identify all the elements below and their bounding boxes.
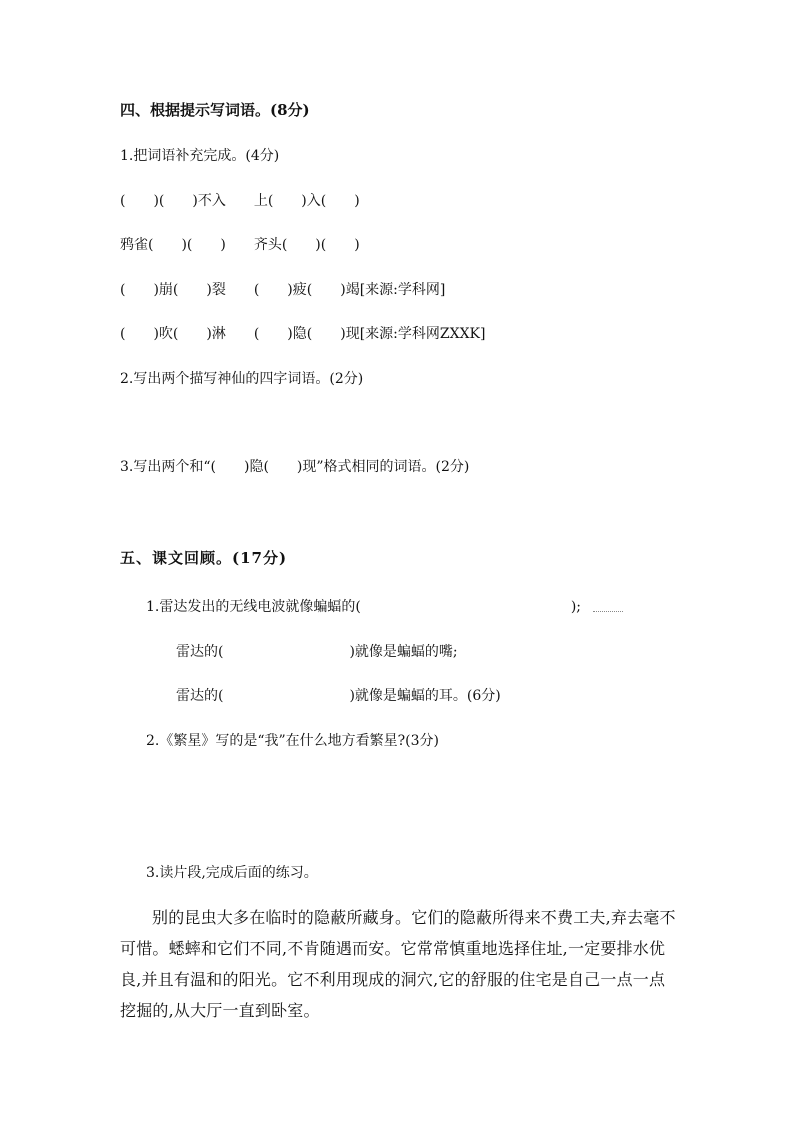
question-5-3: 3.读片段,完成后面的练习。 xyxy=(146,865,318,881)
question-5-1-text: 1.雷达发出的无线电波就像蝙蝠的( ); xyxy=(146,599,581,615)
question-4-2: 2.写出两个描写神仙的四字词语。(2分) xyxy=(120,371,364,387)
reading-passage: 别的昆虫大多在临时的隐蔽所藏身。它们的隐蔽所得来不费工夫,弃去毫不可惜。蟋蟀和它们不同,不肯随遇而安。它常常慎重地选择住址,一定要排水优良,并且有温和的阳光。它不利用现成的洞穴,它的舒服的住宅是自己一点一点挖掘的,从大厅一直到卧室。 xyxy=(120,908,676,1020)
question-4-3: 3.写出两个和“( )隐( )现”格式相同的词语。(2分) xyxy=(120,459,470,475)
question-5-1-line1 xyxy=(146,597,623,617)
section4-title: 四、根据提示写词语。(8分) xyxy=(120,101,310,119)
fill-row-1: ( )( )不入 上( )入( ) xyxy=(120,193,360,209)
question-5-2: 2.《繁星》写的是“我”在什么地方看繁星?(3分) xyxy=(146,733,440,749)
section5-title: 五、课文回顾。(17分) xyxy=(120,549,288,567)
question-4-1: 1.把词语补充完成。(4分) xyxy=(120,148,280,164)
fill-row-3: ( )崩( )裂 ( )疲( )竭[来源:学科网] xyxy=(120,282,446,298)
fill-row-2: 鸦雀( )( ) 齐头( )( ) xyxy=(120,237,360,253)
question-5-1-line2: 雷达的( )就像是蝙蝠的嘴; xyxy=(176,644,458,660)
dotted-mark xyxy=(593,603,623,612)
fill-row-4: ( )吹( )淋 ( )隐( )现[来源:学科网ZXXK] xyxy=(120,326,486,342)
question-5-1-line3: 雷达的( )就像是蝙蝠的耳。(6分) xyxy=(176,688,501,704)
